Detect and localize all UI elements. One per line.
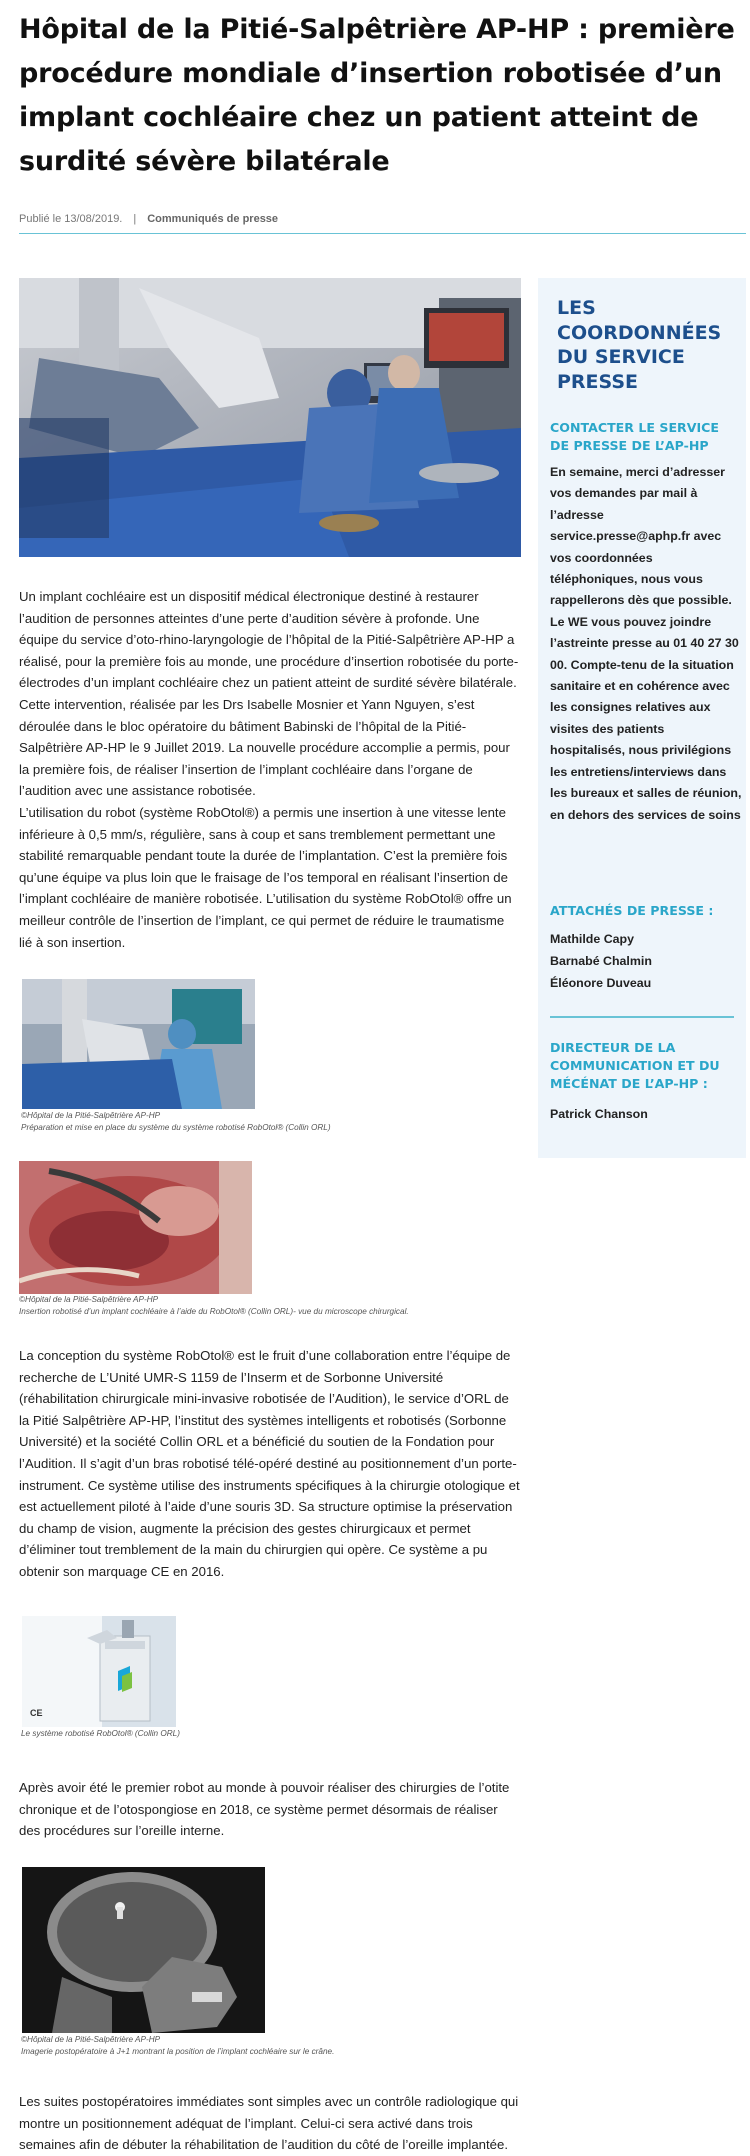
category-link[interactable]: Communiqués de presse	[147, 213, 279, 225]
xray-photo	[22, 1867, 265, 2033]
publish-date: Publié le 13/08/2019.	[19, 213, 123, 225]
main-operating-room-photo	[19, 278, 521, 557]
sidebar-title: LES COORDONNÉES DU SERVICE PRESSE	[557, 297, 722, 393]
contact-heading: CONTACTER LE SERVICE DE PRESSE DE L’AP-HP	[550, 420, 720, 453]
contact-text: En semaine, merci d’adresser vos demandes par mail à l’adresse service.presse@aphp.fr avec vos coordonnées téléphoniques, nous vous rappellerons dès que possible. Le WE vous pouvez joindre l’astreinte presse au 01 40 27 30 00. Compte-tenu de la situation sanitaire et en cohérence avec les consignes relatives aux visites des patients hospitalisés, nous privilégions les entretiens/interviews dans les bureaux et salles de réunion, en dehors des services de soins	[550, 465, 742, 822]
sidebar-divider	[550, 1016, 734, 1018]
microscope-view-photo	[19, 1161, 252, 1294]
attaches-list	[550, 928, 652, 994]
figure-caption-text: Imagerie postopératoire à J+1 montrant la position de l’implant cochléaire sur le crâne.	[21, 2046, 335, 2056]
article-meta	[19, 213, 278, 225]
article-paragraph	[19, 586, 521, 953]
director-name: Patrick Chanson	[550, 1107, 648, 1121]
meta-divider	[19, 233, 746, 234]
list-item: Barnabé Chalmin	[550, 954, 652, 968]
list-item: Mathilde Capy	[550, 932, 634, 946]
press-contact-sidebar	[538, 278, 746, 1158]
robotol-device-photo	[22, 1616, 176, 1727]
paragraph-part: Un implant cochléaire est un dispositif médical électronique destiné à restaurer l’audition de personnes atteintes d’une perte d’audition sévère à profonde. Une équipe du service d’oto-rhino-laryngologie de l’hôpital de la Pitié-Salpêtrière AP-HP a réalisé, pour la première fois au monde, une procédure d’insertion robotisée du porte-électrodes d’un implant cochléaire chez un patient atteint de surdité sévère bilatérale. Cette intervention, réalisée par les Drs Isabelle Mosnier et Yann Nguyen, s’est déroulée dans le bloc opératoire du bâtiment Babinski de l’hôpital de la Pitié-Salpêtrière AP-HP le 9 Juillet 2019. La nouvelle procédure accomplie a permis, pour la première fois, de réaliser l’insertion de l’implant cochléaire dans l’organe de l’audition avec une assistance robotisée.	[19, 589, 519, 799]
figure-credit: ©Hôpital de la Pitié-Salpêtrière AP-HP	[19, 1295, 159, 1304]
figure-caption	[19, 1294, 409, 1317]
meta-separator: |	[133, 213, 137, 225]
list-item: Éléonore Duveau	[550, 976, 652, 990]
figure-caption-text: Préparation et mise en place du système du système robotisé RobOtol® (Collin ORL)	[21, 1122, 331, 1132]
figure-credit: ©Hôpital de la Pitié-Salpêtrière AP-HP	[21, 2035, 161, 2044]
figure-caption	[21, 1110, 331, 1133]
director-heading: DIRECTEUR DE LA COMMUNICATION ET DU MÉCÉNAT DE L’AP-HP :	[550, 1040, 720, 1091]
figure-credit: ©Hôpital de la Pitié-Salpêtrière AP-HP	[21, 1111, 161, 1120]
article-paragraph: Les suites postopératoires immédiates sont simples avec un contrôle radiologique qui montre un positionnement adéquat de l’implant. Celui-ci sera activé dans trois semaines afin de débuter la réhabilitation de l’audition du côté de l’oreille implantée.	[19, 2094, 519, 2153]
article-paragraph: La conception du système RobOtol® est le fruit d’une collaboration entre l’équipe de recherche de L’Unité UMR-S 1159 de l’Inserm et de Sorbonne Université (réhabilitation chirurgicale mini-invasive robotisée de l’Audition), le service d’ORL de la Pitié Salpêtrière AP-HP, l’institut des systèmes intelligents et robotisés (Sorbonne Université) et la société Collin ORL et a bénéficié du soutien de la Fondation pour l’Audition. Il s’agit d’un bras robotisé télé-opéré destiné au positionnement d’un porte-instrument. Ce système utilise des instruments spécifiques à la chirurgie otologique et est actuellement piloté à l’aide d’une souris 3D. Sa structure optimise la préservation du champ de vision, augmente la précision des gestes chirurgicaux et permet d’éliminer tout tremblement de la main du chirurgien qui opère. Ce système a pu obtenir son marquage CE en 2016.	[19, 1348, 520, 1579]
ce-mark-icon: CE	[30, 1708, 43, 1718]
article-paragraph: Après avoir été le premier robot au monde à pouvoir réaliser des chirurgies de l’otite chronique et de l’otospongiose en 2018, ce système permet désormais de réaliser des procédures sur l’oreille interne.	[19, 1780, 510, 1839]
figure-caption: Le système robotisé RobOtol® (Collin ORL)	[21, 1729, 180, 1738]
figure-caption-text: Insertion robotisé d’un implant cochléaire à l’aide du RobOtol® (Collin ORL)- vue du microscope chirurgical.	[19, 1306, 409, 1316]
attaches-heading: ATTACHÉS DE PRESSE :	[550, 903, 714, 918]
page-title: Hôpital de la Pitié-Salpêtrière AP-HP : première procédure mondiale d’insertion robotisée d’un implant cochléaire chez un patient atteint de surdité sévère bilatérale	[19, 14, 735, 177]
figure-caption	[21, 2034, 334, 2057]
robot-setup-photo	[22, 979, 255, 1109]
paragraph-part: L’utilisation du robot (système RobOtol®) a permis une insertion à une vitesse lente inférieure à 0,5 mm/s, régulière, sans à coup et sans tremblement permettant une stabilité remarquable pendant toute la durée de l’implantation. C’est la première fois qu’une équipe va plus loin que le fraisage de l’os temporal en réalisant l’insertion de l’implant cochléaire de manière robotisée. L’utilisation du système RobOtol® offre un meilleur contrôle de l’insertion de l’implant, ce qui permet de réduire le traumatisme lié à son insertion.	[19, 804, 512, 950]
